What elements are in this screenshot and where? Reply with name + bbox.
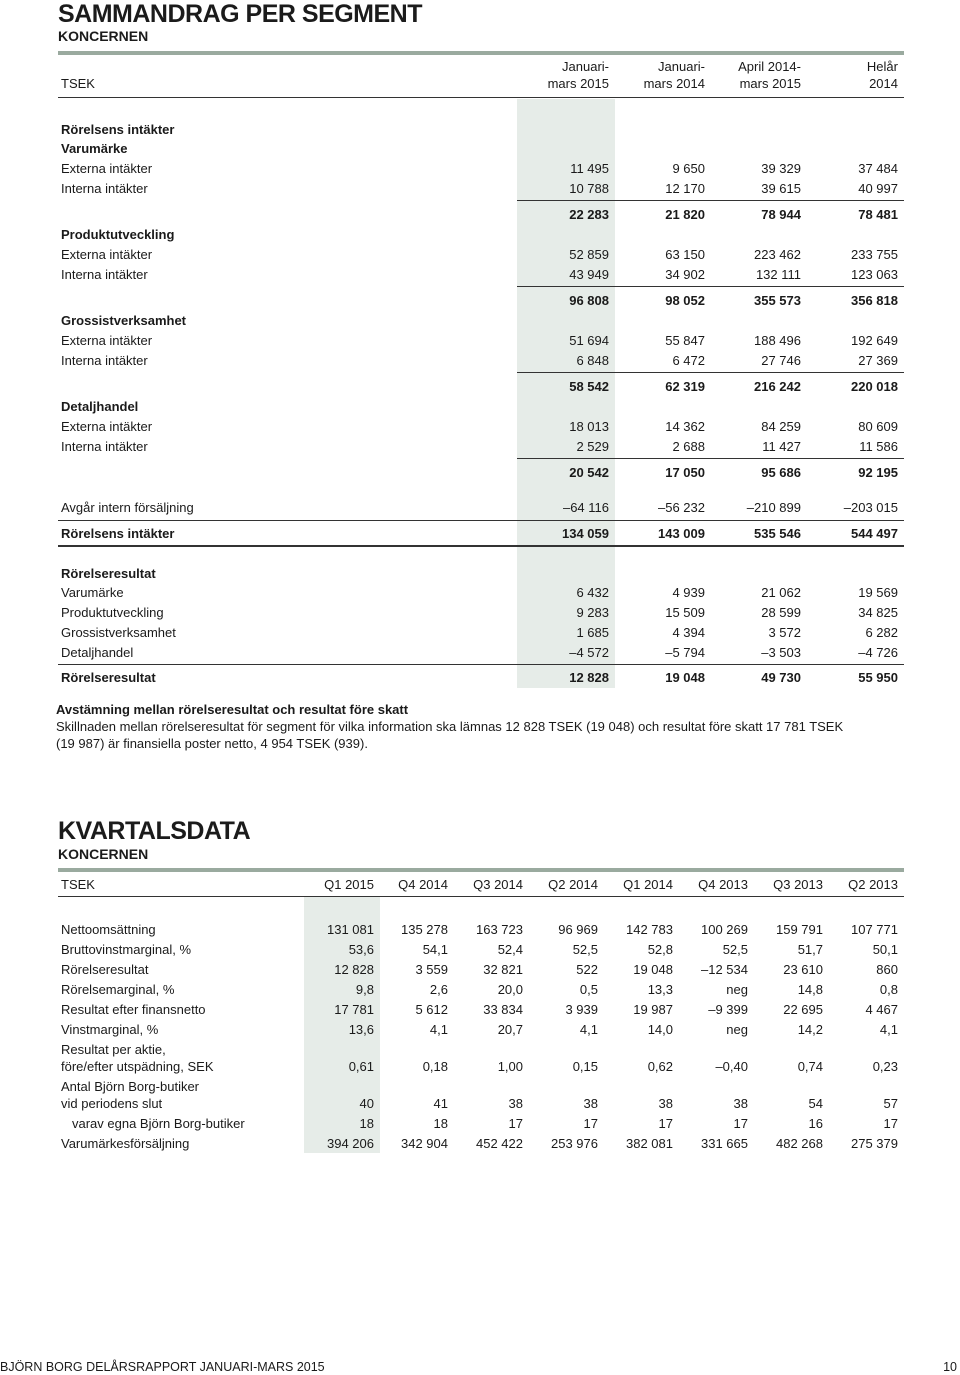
quarter-column-header: Q4 2013	[698, 877, 748, 892]
value-cell: 860	[876, 962, 898, 977]
row-label: Interna intäkter	[61, 439, 148, 454]
subtotal-cell: 96 808	[569, 293, 609, 308]
value-cell: 52,4	[497, 942, 523, 957]
row-label: Externa intäkter	[61, 247, 153, 262]
row-label: Varumärke	[61, 585, 124, 600]
value-cell: 84 259	[761, 419, 801, 434]
row-label: Interna intäkter	[61, 353, 148, 368]
row-label: Bruttovinstmarginal, %	[61, 942, 192, 957]
segment-top-rule	[58, 51, 904, 55]
value-cell: 34 902	[665, 267, 705, 282]
value-cell: 80 609	[858, 419, 898, 434]
total-cell: 12 828	[569, 670, 609, 685]
value-cell: 18 013	[569, 419, 609, 434]
value-cell: 16	[808, 1116, 823, 1131]
row-label: vid periodens slut	[61, 1096, 163, 1111]
subtotal-cell: 62 319	[665, 379, 705, 394]
value-cell: 12 828	[334, 962, 374, 977]
subtotal-cell: 21 820	[665, 207, 705, 222]
value-cell: 19 048	[633, 962, 673, 977]
segment-column-header-line1: Januari-	[562, 59, 609, 74]
value-cell: 20,7	[497, 1022, 523, 1037]
value-cell: 6 472	[672, 353, 705, 368]
value-cell: 40 997	[858, 181, 898, 196]
value-cell: 40	[359, 1096, 374, 1111]
value-cell: 17	[733, 1116, 748, 1131]
total-cell: 544 497	[851, 526, 898, 541]
segment-column-header-line2: mars 2014	[643, 76, 705, 91]
total-label: Rörelseresultat	[61, 670, 156, 685]
footer-page-number: 10	[943, 1360, 957, 1374]
value-cell: 14,8	[797, 982, 823, 997]
elimination-rule	[58, 520, 904, 521]
value-cell: 38	[508, 1096, 523, 1111]
value-cell: –56 232	[658, 500, 705, 515]
value-cell: neg	[726, 1022, 748, 1037]
footer-report-name: BJÖRN BORG DELÅRSRAPPORT JANUARI-MARS 2015	[0, 1360, 325, 1374]
total-cell: 49 730	[761, 670, 801, 685]
value-cell: neg	[726, 982, 748, 997]
segment-group-label: Detaljhandel	[61, 399, 139, 414]
value-cell: 2 529	[576, 439, 609, 454]
segment-column-header-line1: April 2014-	[738, 59, 801, 74]
value-cell: 51,7	[797, 942, 823, 957]
value-cell: 12 170	[665, 181, 705, 196]
value-cell: 19 569	[858, 585, 898, 600]
row-label: Interna intäkter	[61, 181, 148, 196]
value-cell: 27 369	[858, 353, 898, 368]
row-label: Externa intäkter	[61, 419, 153, 434]
value-cell: 17	[658, 1116, 673, 1131]
segment-group-label: Grossistverksamhet	[61, 313, 187, 328]
value-cell: 33 834	[483, 1002, 523, 1017]
value-cell: 522	[576, 962, 598, 977]
value-cell: 52 859	[569, 247, 609, 262]
value-cell: 43 949	[569, 267, 609, 282]
value-cell: 159 791	[776, 922, 823, 937]
reconciliation-title: Avstämning mellan rörelseresultat och resultat före skatt	[56, 702, 409, 717]
subtotal-rule	[517, 458, 904, 459]
value-cell: 39 329	[761, 161, 801, 176]
value-cell: 132 111	[755, 267, 801, 282]
value-cell: 3 559	[415, 962, 448, 977]
value-cell: 20,0	[497, 982, 523, 997]
value-cell: 51 694	[569, 333, 609, 348]
value-cell: 3 572	[768, 625, 801, 640]
quarter-column-header: Q4 2014	[398, 877, 448, 892]
value-cell: 0,74	[797, 1059, 823, 1074]
value-cell: 4 939	[672, 585, 705, 600]
value-cell: 2,6	[429, 982, 448, 997]
subtotal-cell: 22 283	[569, 207, 609, 222]
value-cell: 22 695	[783, 1002, 823, 1017]
value-cell: 107 771	[851, 922, 898, 937]
value-cell: 11 586	[859, 439, 898, 454]
value-cell: 233 755	[851, 247, 898, 262]
value-cell: –12 534	[701, 962, 748, 977]
row-label: Resultat efter finansnetto	[61, 1002, 206, 1017]
subtotal-cell: 356 818	[851, 293, 898, 308]
quarter-column-header: Q3 2014	[473, 877, 523, 892]
value-cell: 452 422	[476, 1136, 523, 1151]
value-cell: 18	[359, 1116, 374, 1131]
subtotal-cell: 95 686	[761, 465, 801, 480]
value-cell: 19 987	[633, 1002, 673, 1017]
value-cell: 342 904	[401, 1136, 448, 1151]
subtotal-rule	[517, 286, 904, 287]
value-cell: 394 206	[327, 1136, 374, 1151]
subtotal-cell: 78 481	[858, 207, 898, 222]
value-cell: 4,1	[879, 1022, 898, 1037]
value-cell: 4,1	[429, 1022, 448, 1037]
subtotal-cell: 58 542	[569, 379, 609, 394]
value-cell: 55 847	[665, 333, 705, 348]
row-label: Interna intäkter	[61, 267, 148, 282]
value-cell: 11 495	[570, 161, 609, 176]
value-cell: 0,61	[348, 1059, 374, 1074]
value-cell: 11 427	[762, 439, 801, 454]
value-cell: 38	[583, 1096, 598, 1111]
value-cell: 0,62	[647, 1059, 673, 1074]
value-cell: 131 081	[327, 922, 374, 937]
value-cell: 9 650	[672, 161, 705, 176]
value-cell: 39 615	[761, 181, 801, 196]
value-cell: 96 969	[558, 922, 598, 937]
value-cell: 41	[433, 1096, 448, 1111]
value-cell: 14,2	[797, 1022, 823, 1037]
reconciliation-text-2: (19 987) är finansiella poster netto, 4 954 TSEK (939).	[56, 736, 368, 751]
value-cell: 10 788	[569, 181, 609, 196]
value-cell: 17	[583, 1116, 598, 1131]
quarterly-subtitle: KONCERNEN	[58, 846, 149, 862]
value-cell: 17	[883, 1116, 898, 1131]
subtotal-cell: 98 052	[665, 293, 705, 308]
value-cell: 6 848	[576, 353, 609, 368]
value-cell: 50,1	[872, 942, 898, 957]
reconciliation-text-1: Skillnaden mellan rörelseresultat för segment för vilka information ska lämnas 12 828 TSEK (19 048) och resultat före skatt 17 781 TSEK	[56, 719, 844, 734]
value-cell: –9 399	[708, 1002, 748, 1017]
value-cell: 14 362	[665, 419, 705, 434]
subtotal-cell: 216 242	[754, 379, 801, 394]
value-cell: 135 278	[401, 922, 448, 937]
value-cell: 6 432	[576, 585, 609, 600]
segment-header-rule	[58, 97, 904, 98]
section-heading: Rörelseresultat	[61, 566, 156, 581]
value-cell: 0,5	[579, 982, 598, 997]
quarterly-header-rule	[58, 896, 904, 897]
value-cell: 63 150	[665, 247, 705, 262]
value-cell: 9,8	[355, 982, 374, 997]
value-cell: 4 467	[865, 1002, 898, 1017]
row-label: Nettoomsättning	[61, 922, 156, 937]
value-cell: –0,40	[715, 1059, 748, 1074]
segment-title: SAMMANDRAG PER SEGMENT	[58, 0, 423, 28]
quarter-column-header: Q1 2014	[623, 877, 673, 892]
subtotal-cell: 355 573	[754, 293, 801, 308]
quarterly-title: KVARTALSDATA	[58, 817, 251, 845]
result-rule	[58, 664, 904, 665]
row-label: Grossistverksamhet	[61, 625, 176, 640]
row-label: Externa intäkter	[61, 161, 153, 176]
value-cell: –210 899	[746, 500, 801, 515]
value-cell: 27 746	[761, 353, 801, 368]
quarterly-unit-label: TSEK	[61, 877, 95, 892]
subtotal-cell: 92 195	[858, 465, 898, 480]
total-cell: 535 546	[754, 526, 801, 541]
value-cell: 9 283	[576, 605, 609, 620]
value-cell: 0,8	[879, 982, 898, 997]
value-cell: 38	[658, 1096, 673, 1111]
value-cell: 52,8	[647, 942, 673, 957]
value-cell: 382 081	[626, 1136, 673, 1151]
value-cell: 331 665	[701, 1136, 748, 1151]
value-cell: 0,15	[572, 1059, 598, 1074]
segment-column-header-line2: 2014	[869, 76, 898, 91]
value-cell: 54,1	[422, 942, 448, 957]
value-cell: –5 794	[665, 645, 705, 660]
total-label: Rörelsens intäkter	[61, 526, 175, 541]
value-cell: 275 379	[851, 1136, 898, 1151]
segment-group-label: Varumärke	[61, 141, 128, 156]
segment-column-header-line2: mars 2015	[739, 76, 801, 91]
quarter-column-header: Q2 2013	[848, 877, 898, 892]
row-label: varav egna Björn Borg-butiker	[72, 1116, 245, 1131]
value-cell: 123 063	[851, 267, 898, 282]
value-cell: 18	[433, 1116, 448, 1131]
row-label: Detaljhandel	[61, 645, 134, 660]
value-cell: –64 116	[562, 500, 609, 515]
segment-column-header-line2: mars 2015	[547, 76, 609, 91]
subtotal-rule	[517, 372, 904, 373]
value-cell: 13,6	[348, 1022, 374, 1037]
section-heading: Rörelsens intäkter	[61, 122, 175, 137]
segment-subtitle: KONCERNEN	[58, 28, 149, 44]
value-cell: 14,0	[647, 1022, 673, 1037]
quarter-column-header: Q3 2013	[773, 877, 823, 892]
value-cell: 38	[733, 1096, 748, 1111]
value-cell: 23 610	[783, 962, 823, 977]
value-cell: 253 976	[551, 1136, 598, 1151]
total-cell: 55 950	[858, 670, 898, 685]
value-cell: 4 394	[672, 625, 705, 640]
value-cell: 53,6	[348, 942, 374, 957]
value-cell: 142 783	[626, 922, 673, 937]
subtotal-rule	[517, 200, 904, 201]
subtotal-cell: 78 944	[761, 207, 801, 222]
subtotal-cell: 17 050	[665, 465, 705, 480]
value-cell: –203 015	[843, 500, 898, 515]
quarter-column-header: Q1 2015	[324, 877, 374, 892]
value-cell: 3 939	[565, 1002, 598, 1017]
value-cell: 28 599	[761, 605, 801, 620]
total-cell: 134 059	[562, 526, 609, 541]
revenue-total-rule	[58, 545, 904, 547]
value-cell: 1 685	[576, 625, 609, 640]
value-cell: 223 462	[754, 247, 801, 262]
value-cell: 482 268	[776, 1136, 823, 1151]
segment-column-header-line1: Helår	[866, 59, 898, 74]
value-cell: 2 688	[672, 439, 705, 454]
value-cell: 17 781	[334, 1002, 374, 1017]
row-label: Externa intäkter	[61, 333, 153, 348]
value-cell: 192 649	[851, 333, 898, 348]
value-cell: 57	[883, 1096, 898, 1111]
row-label-line1: Antal Björn Borg-butiker	[61, 1079, 200, 1094]
value-cell: 0,23	[872, 1059, 898, 1074]
value-cell: 17	[508, 1116, 523, 1131]
total-cell: 143 009	[658, 526, 705, 541]
value-cell: 32 821	[483, 962, 523, 977]
value-cell: 1,00	[497, 1059, 523, 1074]
value-cell: 163 723	[476, 922, 523, 937]
row-label: Rörelseresultat	[61, 962, 149, 977]
value-cell: 6 282	[865, 625, 898, 640]
value-cell: 54	[808, 1096, 823, 1111]
row-label: före/efter utspädning, SEK	[61, 1059, 214, 1074]
row-label: Vinstmarginal, %	[61, 1022, 159, 1037]
segment-column-header-line1: Januari-	[658, 59, 705, 74]
value-cell: 52,5	[722, 942, 748, 957]
value-cell: 5 612	[415, 1002, 448, 1017]
row-label: Avgår intern försäljning	[61, 500, 194, 515]
value-cell: 188 496	[754, 333, 801, 348]
quarterly-top-rule	[58, 868, 904, 872]
row-label: Varumärkesförsäljning	[61, 1136, 190, 1151]
value-cell: 52,5	[572, 942, 598, 957]
segment-unit-label: TSEK	[61, 76, 95, 91]
row-label: Produktutveckling	[61, 605, 164, 620]
value-cell: 0,18	[422, 1059, 448, 1074]
segment-group-label: Produktutveckling	[61, 227, 175, 242]
value-cell: –4 726	[858, 645, 898, 660]
value-cell: –3 503	[761, 645, 801, 660]
subtotal-cell: 220 018	[851, 379, 898, 394]
value-cell: 15 509	[665, 605, 705, 620]
value-cell: 34 825	[858, 605, 898, 620]
quarter-column-header: Q2 2014	[548, 877, 598, 892]
value-cell: 100 269	[701, 922, 748, 937]
value-cell: 21 062	[761, 585, 801, 600]
value-cell: 4,1	[579, 1022, 598, 1037]
row-label: Rörelsemarginal, %	[61, 982, 175, 997]
row-label-line1: Resultat per aktie,	[61, 1042, 166, 1057]
value-cell: –4 572	[569, 645, 609, 660]
value-cell: 37 484	[858, 161, 898, 176]
value-cell: 13,3	[647, 982, 673, 997]
total-cell: 19 048	[665, 670, 705, 685]
subtotal-cell: 20 542	[569, 465, 609, 480]
